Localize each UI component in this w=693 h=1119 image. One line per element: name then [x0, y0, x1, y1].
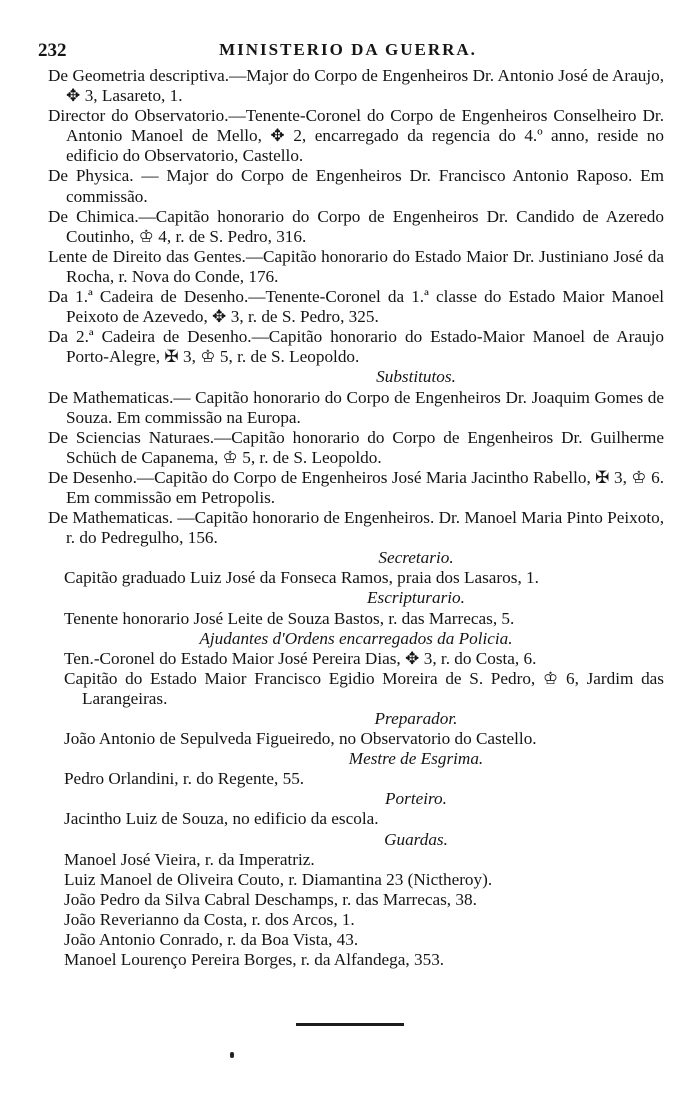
- list-item: Jacintho Luiz de Souza, no edificio da escola.: [64, 809, 379, 829]
- running-title: MINISTERIO DA GUERRA.: [219, 40, 477, 59]
- list-item: Da 2.ª Cadeira de Desenho.—Capitão honorario do Estado-Maior Manoel de Araujo Porto-Alegre, ✠ 3, ♔ 5, r. de S. Leopoldo.: [48, 327, 664, 367]
- list-item: João Pedro da Silva Cabral Deschamps, r. das Marrecas, 38.: [64, 889, 477, 909]
- list-item: De Chimica.—Capitão honorario do Corpo de Engenheiros Dr. Candido de Azeredo Coutinho, ♔ 4, r. de S. Pedro, 316.: [48, 206, 664, 246]
- list-item: Ten.-Coronel do Estado Maior José Pereira Dias, ✥ 3, r. do Costa, 6.: [64, 648, 537, 668]
- list-item: De Mathematicas.— Capitão honorario do Corpo de Engenheiros Dr. Joaquim Gomes de Souza. Em commissão na Europa.: [48, 387, 664, 427]
- list-item: Lente de Direito das Gentes.—Capitão honorario do Estado Maior Dr. Justiniano José da Rocha, r. Nova do Conde, 176.: [48, 246, 664, 286]
- list-item: Pedro Orlandini, r. do Regente, 55.: [64, 769, 305, 789]
- list-item: Capitão do Estado Maior Francisco Egidio Moreira de S. Pedro, ♔ 6, Jardim das Larangeiras.: [64, 668, 664, 708]
- list-item: João Antonio Conrado, r. da Boa Vista, 43.: [64, 930, 359, 950]
- page-header: [38, 40, 658, 66]
- section-heading-ajudantes: Ajudantes d'Ordens encarregados da Policia.: [199, 628, 513, 648]
- list-item: Director do Observatorio.—Tenente-Coronel do Corpo de Engenheiros Conselheiro Dr. Antonio Manoel de Mello, ✥ 2, encarregado da regencia do 4.º anno, reside no edificio do Observatorio, Castello.: [48, 106, 664, 166]
- ink-mark: [230, 1052, 234, 1058]
- section-heading-escripturario: Escripturario.: [367, 588, 465, 608]
- list-item: De Geometria descriptiva.—Major do Corpo de Engenheiros Dr. Antonio José de Araujo, ✥ 3, Lasareto, 1.: [48, 66, 664, 106]
- list-item: Manoel Lourenço Pereira Borges, r. da Alfandega, 353.: [64, 950, 445, 970]
- section-heading-porteiro: Porteiro.: [385, 789, 447, 809]
- page-number: 232: [38, 40, 67, 61]
- list-item: Da 1.ª Cadeira de Desenho.—Tenente-Coronel da 1.ª classe do Estado Maior Manoel Peixoto de Azevedo, ✥ 3, r. de S. Pedro, 325.: [48, 287, 664, 327]
- list-item: De Mathematicas. —Capitão honorario de Engenheiros. Dr. Manoel Maria Pinto Peixoto, r. do Pedregulho, 156.: [48, 508, 664, 548]
- list-item: De Desenho.—Capitão do Corpo de Engenheiros José Maria Jacintho Rabello, ✠ 3, ♔ 6. Em commissão em Petropolis.: [48, 467, 664, 507]
- list-item: Manoel José Vieira, r. da Imperatriz.: [64, 849, 315, 869]
- list-item: De Physica. — Major do Corpo de Engenheiros Dr. Francisco Antonio Raposo. Em commissão.: [48, 166, 664, 206]
- list-item: João Reverianno da Costa, r. dos Arcos, 1.: [64, 909, 355, 929]
- list-item: Tenente honorario José Leite de Souza Bastos, r. das Marrecas, 5.: [64, 608, 515, 628]
- page-body: [48, 66, 664, 970]
- list-item: Luiz Manoel de Oliveira Couto, r. Diamantina 23 (Nictheroy).: [64, 869, 493, 889]
- end-rule: [296, 1023, 404, 1026]
- list-item: João Antonio de Sepulveda Figueiredo, no Observatorio do Castello.: [64, 729, 537, 749]
- list-item: Capitão graduado Luiz José da Fonseca Ramos, praia dos Lasaros, 1.: [64, 568, 539, 588]
- section-heading-mestre: Mestre de Esgrima.: [348, 749, 484, 769]
- section-heading-substitutos: Substitutos.: [376, 367, 456, 387]
- list-item: De Sciencias Naturaes.—Capitão honorario do Corpo de Engenheiros Dr. Guilherme Schüch de Capanema, ♔ 5, r. de S. Leopoldo.: [48, 427, 664, 467]
- section-heading-secretario: Secretario.: [378, 548, 454, 568]
- section-heading-preparador: Preparador.: [374, 709, 458, 728]
- section-heading-guardas: Guardas.: [384, 829, 448, 849]
